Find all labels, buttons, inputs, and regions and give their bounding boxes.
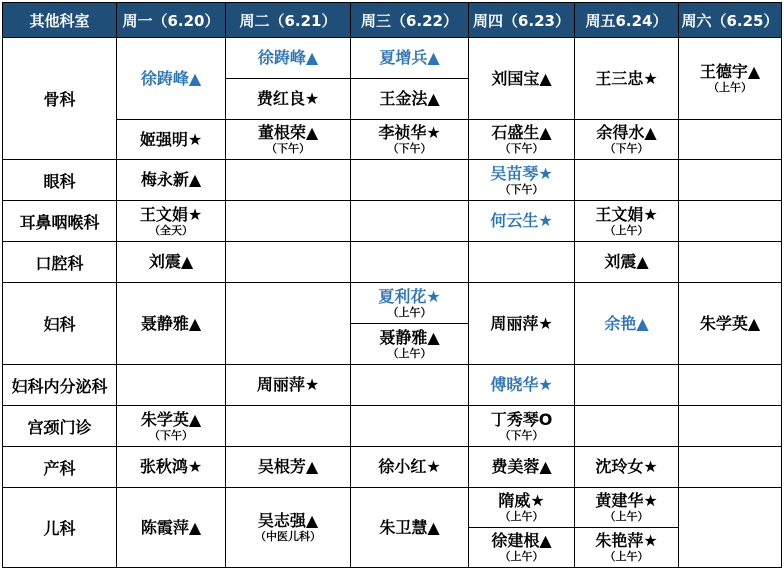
- cell-ortho-wed-2: [351, 79, 469, 120]
- cell-ent-wed: [351, 201, 469, 242]
- session-note: （上午）: [499, 550, 544, 563]
- cell-gynendo-thu: [469, 365, 575, 406]
- cell-gyn-thu: [469, 283, 575, 365]
- session-note: （下午）: [149, 428, 193, 442]
- doctor-name: 何云生★: [490, 211, 553, 230]
- doctor-name: 夏利花★: [378, 286, 441, 306]
- cell-gynendo-wed: [351, 365, 469, 406]
- session-note: （上午）: [387, 346, 432, 360]
- cell-ortho-tue-1: [226, 38, 351, 79]
- table-row: [3, 488, 782, 528]
- doctor-name: 余得水▲: [596, 123, 657, 142]
- cell-cervix-sat: [679, 406, 782, 447]
- doctor-name: 黄建华★: [595, 491, 658, 510]
- cell-cervix-fri: [575, 406, 679, 447]
- cell-gynendo-sat: [679, 365, 782, 406]
- cell-ped-thu-1: [469, 488, 575, 528]
- cell-oral-wed: [351, 242, 469, 283]
- cell-ortho-sat-1: [679, 38, 782, 120]
- cell-obs-thu: [469, 447, 575, 488]
- header-row: [3, 3, 782, 38]
- cell-ped-wed: [351, 488, 469, 568]
- doctor-name: 王金法▲: [379, 89, 440, 108]
- cell-obs-tue: [226, 447, 351, 488]
- cell-cervix-mon: [117, 406, 226, 447]
- doctor-name: 丁秀琴O: [490, 409, 553, 429]
- header-thursday: 周四（6.23）: [469, 3, 575, 38]
- cell-ent-sat: [679, 201, 782, 242]
- table-row: [3, 120, 782, 160]
- cell-gyn-wed-2: [351, 324, 469, 365]
- session-note: （上午）: [708, 81, 752, 94]
- cell-ortho-wed-3: [351, 120, 469, 160]
- doctor-name: 陈霞萍▲: [140, 517, 202, 537]
- doctor-name: 费美蓉▲: [491, 457, 552, 476]
- doctor-name: 朱卫慧▲: [379, 517, 440, 537]
- cell-ent-thu: [469, 201, 575, 242]
- session-note: （下午）: [266, 142, 310, 155]
- schedule-table: [2, 2, 782, 568]
- doctor-name: 李祯华★: [378, 123, 441, 142]
- doctor-name: 徐建根▲: [491, 531, 552, 550]
- session-note: （上午）: [499, 510, 544, 523]
- doctor-name: 吴苗琴★: [490, 163, 553, 183]
- dept-gynecology: 妇科: [3, 283, 117, 365]
- doctor-name: 朱学英▲: [140, 409, 202, 429]
- cell-cervix-wed: [351, 406, 469, 447]
- session-note: （上午）: [604, 510, 649, 523]
- cell-ped-fri-1: [575, 488, 679, 528]
- doctor-name: 姬强明★: [139, 129, 203, 149]
- doctor-name: 朱艳萍★: [595, 531, 658, 550]
- table-row: [3, 283, 782, 324]
- table-row: [3, 406, 782, 447]
- header-saturday: 周六（6.25）: [679, 3, 782, 38]
- doctor-name: 傅晓华★: [490, 375, 553, 394]
- cell-eye-tue: [226, 160, 351, 201]
- cell-eye-thu: [469, 160, 575, 201]
- cell-ent-mon: [117, 201, 226, 242]
- cell-ortho-mon-1: [117, 38, 226, 120]
- table-row: [3, 38, 782, 79]
- doctor-name: 吴根芳▲: [257, 457, 319, 476]
- doctor-name: 徐踌峰▲: [140, 68, 202, 88]
- cell-gynendo-fri: [575, 365, 679, 406]
- cell-ortho-wed-1: [351, 38, 469, 79]
- cell-ortho-mon-2: [117, 120, 226, 160]
- doctor-name: 刘震▲: [604, 252, 649, 271]
- session-note: （下午）: [499, 142, 544, 155]
- table-row: [3, 447, 782, 488]
- dept-ent: 耳鼻咽喉科: [3, 201, 117, 242]
- cell-oral-thu: [469, 242, 575, 283]
- cell-cervix-tue: [226, 406, 351, 447]
- cell-ortho-tue-3: [226, 120, 351, 160]
- cell-oral-sat: [679, 242, 782, 283]
- cell-oral-fri: [575, 242, 679, 283]
- session-note: （全天）: [149, 223, 193, 237]
- cell-obs-fri: [575, 447, 679, 488]
- doctor-name: 徐踌峰▲: [257, 48, 319, 67]
- session-note: （中医儿科）: [255, 530, 321, 543]
- dept-ophthalmology: 眼科: [3, 160, 117, 201]
- cell-ped-tue: [226, 488, 351, 568]
- doctor-name: 董根荣▲: [257, 123, 319, 142]
- doctor-name: 聂静雅▲: [140, 313, 202, 333]
- doctor-name: 梅永新▲: [140, 170, 202, 189]
- cell-ped-sat: [679, 488, 782, 568]
- header-dept: 其他科室: [3, 3, 117, 38]
- doctor-name: 王德宇▲: [699, 62, 761, 81]
- doctor-name: 费红良★: [256, 89, 320, 108]
- cell-gyn-wed-1: [351, 283, 469, 324]
- session-note: （上午）: [604, 223, 649, 237]
- header-tuesday: 周二（6.21）: [226, 3, 351, 38]
- doctor-name: 余艳▲: [604, 313, 649, 333]
- table-row: [3, 160, 782, 201]
- session-note: （下午）: [499, 428, 544, 442]
- doctor-name: 刘国宝▲: [491, 68, 552, 88]
- cell-gyn-fri: [575, 283, 679, 365]
- cell-ped-mon: [117, 488, 226, 568]
- doctor-name: 周丽萍★: [256, 375, 320, 394]
- session-note: （下午）: [499, 182, 544, 196]
- dept-stomatology: 口腔科: [3, 242, 117, 283]
- cell-eye-mon: [117, 160, 226, 201]
- cell-oral-mon: [117, 242, 226, 283]
- cell-ortho-thu-1: [469, 38, 575, 120]
- doctor-name: 沈玲女★: [595, 457, 658, 476]
- doctor-name: 王三忠★: [595, 68, 658, 88]
- cell-obs-wed: [351, 447, 469, 488]
- doctor-name: 刘震▲: [148, 252, 194, 271]
- cell-ortho-sat-2: [679, 120, 782, 160]
- doctor-name: 朱学英▲: [699, 313, 761, 333]
- doctor-name: 徐小红★: [378, 457, 441, 476]
- doctor-name: 张秋鸿★: [139, 457, 203, 476]
- cell-ped-thu-2: [469, 528, 575, 568]
- cell-gynendo-tue: [226, 365, 351, 406]
- doctor-name: 聂静雅▲: [379, 327, 440, 347]
- dept-gyn-endocrinology: 妇科内分泌科: [3, 365, 117, 406]
- session-note: （下午）: [604, 142, 649, 155]
- dept-orthopedics: 骨科: [3, 38, 117, 160]
- cell-ortho-fri-1: [575, 38, 679, 120]
- cell-cervix-thu: [469, 406, 575, 447]
- cell-eye-wed: [351, 160, 469, 201]
- doctor-name: 夏增兵▲: [379, 48, 440, 67]
- session-note: （上午）: [604, 550, 649, 563]
- cell-obs-mon: [117, 447, 226, 488]
- cell-oral-tue: [226, 242, 351, 283]
- cell-ent-tue: [226, 201, 351, 242]
- cell-ent-fri: [575, 201, 679, 242]
- doctor-name: 周丽萍★: [490, 313, 553, 333]
- cell-gyn-mon: [117, 283, 226, 365]
- cell-gynendo-mon: [117, 365, 226, 406]
- table-row: [3, 242, 782, 283]
- dept-pediatrics: 儿科: [3, 488, 117, 568]
- session-note: （上午）: [387, 305, 432, 319]
- doctor-name: 王文娟★: [595, 204, 658, 224]
- cell-gyn-tue: [226, 283, 351, 365]
- header-friday: 周五6.24）: [575, 3, 679, 38]
- dept-obstetrics: 产科: [3, 447, 117, 488]
- table-row: [3, 201, 782, 242]
- doctor-name: 隋威★: [498, 491, 545, 510]
- cell-gyn-sat: [679, 283, 782, 365]
- doctor-name: 石盛生▲: [491, 123, 552, 142]
- session-note: （下午）: [387, 142, 432, 155]
- header-wednesday: 周三（6.22）: [351, 3, 469, 38]
- cell-obs-sat: [679, 447, 782, 488]
- cell-ortho-tue-2: [226, 79, 351, 120]
- cell-ortho-thu-2: [469, 120, 575, 160]
- doctor-name: 吴志强▲: [257, 511, 319, 530]
- header-monday: 周一（6.20）: [117, 3, 226, 38]
- cell-ped-fri-2: [575, 528, 679, 568]
- dept-cervical-clinic: 宫颈门诊: [3, 406, 117, 447]
- doctor-name: 王文娟★: [139, 204, 203, 224]
- table-row: [3, 365, 782, 406]
- cell-eye-fri: [575, 160, 679, 201]
- cell-ortho-fri-2: [575, 120, 679, 160]
- cell-eye-sat: [679, 160, 782, 201]
